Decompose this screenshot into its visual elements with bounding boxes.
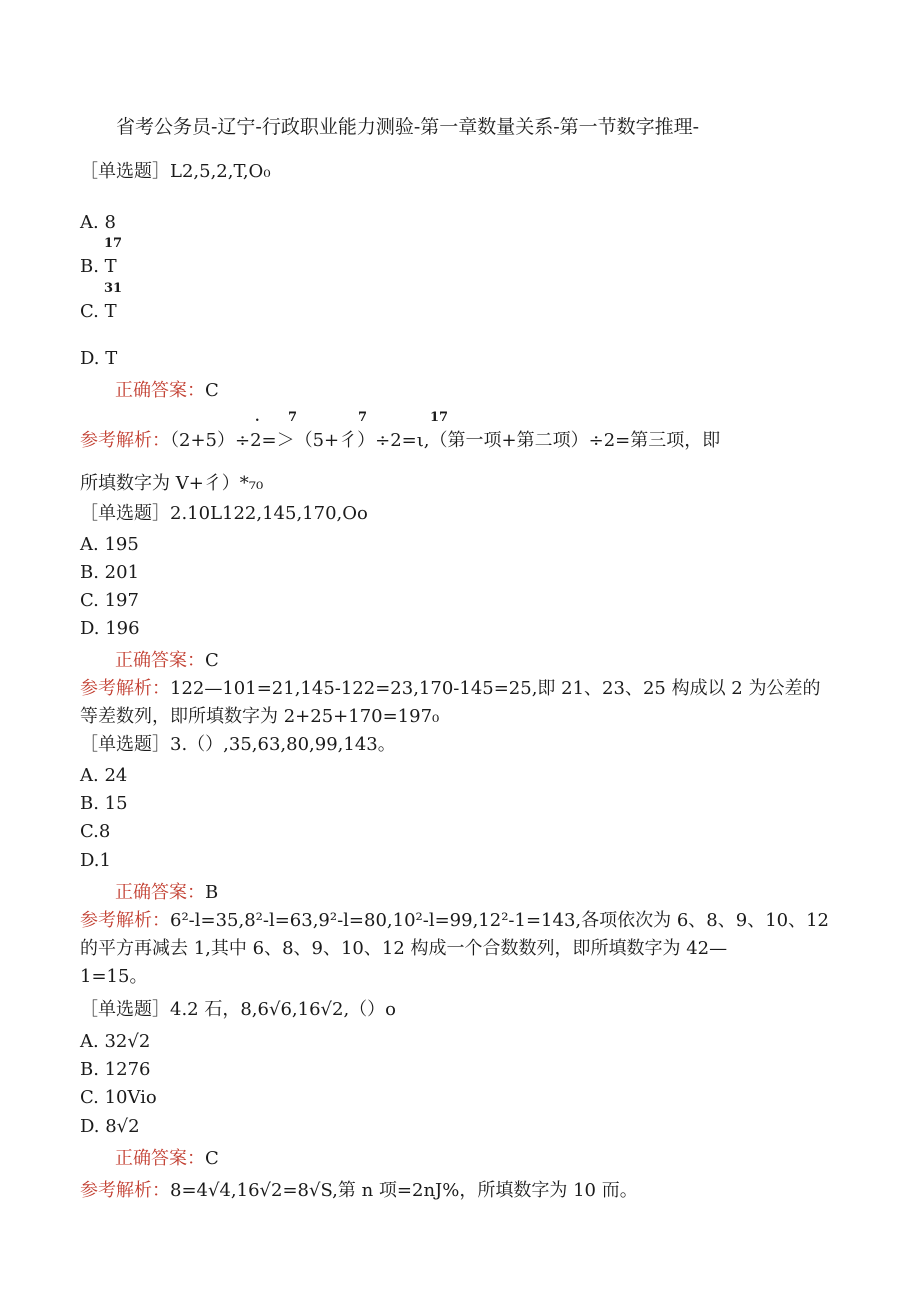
q3-analysis-text-1: 6²-l=35,8²-l=63,9²-l=80,10²-l=99,12²-1=143,各项依次为 6、8、9、10、12 <box>170 910 830 931</box>
q4-analysis-label: 参考解析： <box>80 1180 170 1201</box>
q1-analysis-line-1 <box>80 429 720 453</box>
q3-answer-value: B <box>205 882 219 903</box>
q4-stem: ［单选题］4.2 石，8,6√6,16√2,（）o <box>80 999 397 1020</box>
q2-option-d: D. 196 <box>80 618 140 639</box>
q4-option-d: D. 8√2 <box>80 1116 140 1137</box>
q2-answer-label: 正确答案： <box>115 650 205 671</box>
q4-option-a: A. 32√2 <box>80 1031 151 1052</box>
q2-option-b: B. 201 <box>80 562 140 583</box>
q1-answer-label: 正确答案： <box>115 380 205 401</box>
q2-answer-row <box>115 649 219 673</box>
q4-answer-row <box>115 1147 219 1171</box>
q2-analysis-label: 参考解析： <box>80 678 170 699</box>
q4-answer-value: C <box>205 1148 219 1169</box>
q2-option-a: A. 195 <box>80 534 139 555</box>
q3-stem: ［单选题］3.（）,35,63,80,99,143。 <box>80 734 396 755</box>
q3-option-d: D.1 <box>80 850 111 871</box>
q3-analysis-line-2: 的平方再减去 1,其中 6、8、9、10、12 构成一个合数数列，即所填数字为 42— <box>80 938 728 959</box>
q2-analysis-line-1 <box>80 677 820 701</box>
q1-analysis-mark-1: . <box>255 410 260 425</box>
q2-answer-value: C <box>205 650 219 671</box>
q4-analysis-text-1: 8=4√4,16√2=8√S,第 n 项=2nJ%，所填数字为 10 而。 <box>170 1180 638 1201</box>
q3-analysis-label: 参考解析： <box>80 910 170 931</box>
q1-analysis-text-1: （2+5）÷2=＞（5+彳）÷2=ι,（第一项+第二项）÷2=第三项，即 <box>170 430 721 451</box>
q1-answer-row <box>115 379 219 403</box>
q1-analysis-mark-3: 7 <box>358 410 368 425</box>
q2-analysis-line-2: 等差数列，即所填数字为 2+25+170=197₀ <box>80 706 440 727</box>
q1-option-a: A. 8 <box>80 212 116 233</box>
q3-option-c: C.8 <box>80 821 111 842</box>
q1-analysis-mark-2: 7 <box>288 410 298 425</box>
q1-option-b-superscript: 17 <box>104 236 123 251</box>
q1-analysis-mark-4: 17 <box>430 410 449 425</box>
q4-option-b: B. 1276 <box>80 1059 151 1080</box>
q1-option-c-superscript: 31 <box>104 281 123 296</box>
q3-option-a: A. 24 <box>80 765 128 786</box>
q3-answer-row <box>115 881 218 905</box>
q3-analysis-line-3: 1=15。 <box>80 966 148 987</box>
q2-option-c: C. 197 <box>80 590 139 611</box>
q1-analysis-line-2: 所填数字为 V+彳）*₇₀ <box>80 473 264 494</box>
q1-answer-value: C <box>205 380 219 401</box>
q2-stem: ［单选题］2.10L122,145,170,Oo <box>80 503 368 524</box>
q1-option-b: B. T <box>80 256 117 277</box>
q4-option-c: C. 10Vio <box>80 1087 157 1108</box>
q4-answer-label: 正确答案： <box>115 1148 205 1169</box>
q2-analysis-text-1: 122—101=21,145-122=23,170-145=25,即 21、23、25 构成以 2 为公差的 <box>170 678 821 699</box>
q3-option-b: B. 15 <box>80 793 128 814</box>
q1-option-c: C. T <box>80 301 117 322</box>
q1-analysis-label: 参考解析： <box>80 430 170 451</box>
q3-analysis-line-1 <box>80 909 829 933</box>
page-title: 省考公务员-辽宁-行政职业能力测验-第一章数量关系-第一节数字推理- <box>116 116 700 138</box>
q1-option-d: D. T <box>80 348 118 369</box>
q1-stem: ［单选题］L2,5,2,T,O₀ <box>80 161 271 182</box>
q4-analysis-line-1 <box>80 1179 638 1203</box>
q3-answer-label: 正确答案： <box>115 882 205 903</box>
